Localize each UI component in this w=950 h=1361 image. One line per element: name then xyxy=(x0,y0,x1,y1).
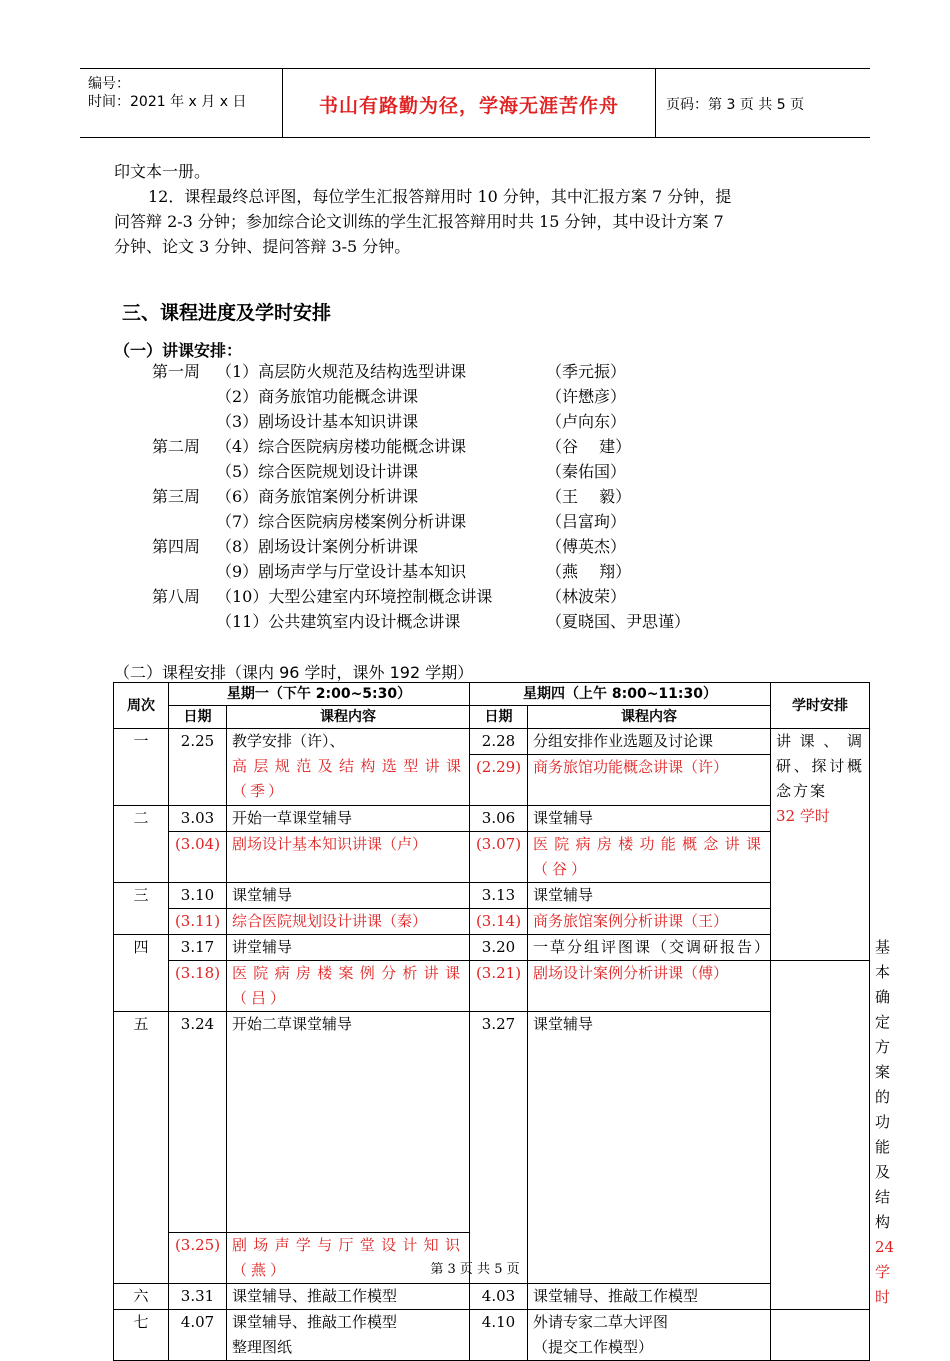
date-cell: (3.07) xyxy=(470,832,528,883)
content-cell: 开始一草课堂辅导 xyxy=(227,806,470,832)
intro-line: 分钟、论文 3 分钟、提问答辩 3-5 分钟。 xyxy=(114,237,411,256)
col-week: 周次 xyxy=(114,683,169,729)
date-cell: 4.03 xyxy=(470,1284,528,1310)
lecturer-name: （吕富珣） xyxy=(546,512,627,531)
table-row xyxy=(114,1310,870,1361)
lecturer-name: （林波荣） xyxy=(546,587,627,606)
lecture-item: （8）剧场设计案例分析讲课 xyxy=(216,537,419,556)
lecture-cell: 医院病房楼案例分析讲课（吕） xyxy=(227,961,470,1012)
lecturer-name: （王 毅） xyxy=(546,487,632,506)
date-cell: 3.24 xyxy=(169,1012,227,1233)
lecture-week: 第四周 xyxy=(152,537,201,556)
date-cell: 3.17 xyxy=(169,935,227,961)
content-cell xyxy=(227,729,470,806)
table-row xyxy=(114,909,870,935)
header-page-cell xyxy=(656,69,870,137)
date-cell: 2.28 xyxy=(470,729,528,755)
content-cell: 课堂辅导 xyxy=(227,883,470,909)
table-row xyxy=(114,1012,870,1233)
week-cell: 七 xyxy=(114,1310,169,1361)
table-row xyxy=(114,729,870,755)
col-date: 日期 xyxy=(169,706,227,729)
motto: 书山有路勤为径，学海无涯苦作舟 xyxy=(318,95,619,117)
header-meta xyxy=(80,69,283,137)
content-cell xyxy=(528,1310,771,1361)
col-monday: 星期一（下午 2:00~5:30） xyxy=(169,683,470,706)
lecture-item: （3）剧场设计基本知识讲课 xyxy=(216,412,419,431)
lecturer-name: （许懋彦） xyxy=(546,387,627,406)
week-cell: 二 xyxy=(114,806,169,883)
col-hours: 学时安排 xyxy=(771,683,870,729)
col-content: 课程内容 xyxy=(528,706,771,729)
lecturer-name: （燕 翔） xyxy=(546,562,632,581)
date-cell: 3.13 xyxy=(470,883,528,909)
table-row xyxy=(114,1284,870,1310)
lecture-item: （10）大型公建室内环境控制概念讲课 xyxy=(216,587,493,606)
page-footer: 第 3 页 共 5 页 xyxy=(430,1262,520,1277)
number-label: 编号： xyxy=(88,76,130,92)
subsection-title-2: （二）课程安排（课内 96 学时，课外 192 学期） xyxy=(114,663,474,682)
date-cell: (3.25) xyxy=(169,1233,227,1284)
date-cell: (3.21) xyxy=(470,961,528,1012)
hours-cell-empty xyxy=(771,1310,870,1361)
lecture-item: （7）综合医院病房楼案例分析讲课 xyxy=(216,512,467,531)
page-header xyxy=(80,68,870,138)
col-content: 课程内容 xyxy=(227,706,470,729)
content-cell: 一草分组评图课（交调研报告） xyxy=(528,935,771,961)
lecture-cell: 剧场设计案例分析讲课（傅） xyxy=(528,961,771,1012)
content-cell: 分组安排作业选题及讨论课 xyxy=(528,729,771,755)
week-cell: 六 xyxy=(114,1284,169,1310)
intro-line: 12．课程最终总评图，每位学生汇报答辩用时 10 分钟，其中汇报方案 7 分钟，提 xyxy=(148,187,732,206)
lecturer-name: （夏晓国、尹思谨） xyxy=(546,612,691,631)
intro-line: 印文本一册。 xyxy=(114,162,211,181)
date-cell: 3.03 xyxy=(169,806,227,832)
content-cell: 课堂辅导 xyxy=(528,1012,771,1284)
table-row xyxy=(114,832,870,883)
lecturer-name: （季元振） xyxy=(546,362,627,381)
table-header-row xyxy=(114,706,870,729)
lecture-item: （5）综合医院规划设计讲课 xyxy=(216,462,419,481)
table-row xyxy=(114,883,870,909)
date-cell: (3.14) xyxy=(470,909,528,935)
date-cell: (2.29) xyxy=(470,755,528,806)
lecturer-name: （秦佑国） xyxy=(546,462,627,481)
section-title: 三、课程进度及学时安排 xyxy=(122,302,332,324)
week-cell: 四 xyxy=(114,935,169,1012)
date-cell: (3.18) xyxy=(169,961,227,1012)
content-cell: 课堂辅导、推敲工作模型 xyxy=(227,1284,470,1310)
lecture-week: 第三周 xyxy=(152,487,201,506)
date-cell: 3.10 xyxy=(169,883,227,909)
week-cell: 三 xyxy=(114,883,169,935)
hours-cell xyxy=(771,729,870,961)
week-cell: 一 xyxy=(114,729,169,806)
hours-value: 32 学时 xyxy=(776,807,830,825)
lecture-text: 高层规范及结构选型讲课（季） xyxy=(232,757,464,800)
lecture-cell: 医院病房楼功能概念讲课（谷） xyxy=(528,832,771,883)
time-label: 时间：2021 年 x 月 x 日 xyxy=(88,94,247,110)
col-thursday: 星期四（上午 8:00~11:30） xyxy=(470,683,771,706)
date-cell: 3.31 xyxy=(169,1284,227,1310)
lecture-cell: 剧场设计基本知识讲课（卢） xyxy=(227,832,470,883)
page-info: 页码：第 3 页 共 5 页 xyxy=(666,97,805,113)
content-text: （提交工作模型） xyxy=(533,1338,654,1356)
date-cell: 3.20 xyxy=(470,935,528,961)
lecture-cell: 剧场声学与厅堂设计知识（燕） xyxy=(227,1233,470,1284)
lecturer-name: （谷 建） xyxy=(546,437,632,456)
lecture-item: （2）商务旅馆功能概念讲课 xyxy=(216,387,419,406)
content-cell: 课堂辅导 xyxy=(528,806,771,832)
date-cell: 2.25 xyxy=(169,729,227,806)
content-text: 外请专家二草大评图 xyxy=(533,1313,669,1331)
lecture-item: （11）公共建筑室内设计概念讲课 xyxy=(216,612,461,631)
intro-line: 问答辩 2-3 分钟；参加综合论文训练的学生汇报答辩用时共 15 分钟，其中设计方案 7 xyxy=(114,212,724,231)
content-text: 教学安排（许）、 xyxy=(232,732,345,750)
subsection-title: （一）讲课安排： xyxy=(114,341,243,360)
lecture-item: （4）综合医院病房楼功能概念讲课 xyxy=(216,437,467,456)
content-text: 整理图纸 xyxy=(232,1338,293,1356)
date-cell: 3.06 xyxy=(470,806,528,832)
content-text: 课堂辅导、推敲工作模型 xyxy=(232,1313,398,1331)
date-cell: (3.11) xyxy=(169,909,227,935)
lecturer-name: （卢向东） xyxy=(546,412,627,431)
content-cell: 课堂辅导、推敲工作模型 xyxy=(528,1284,771,1310)
lecture-cell: 商务旅馆案例分析讲课（王） xyxy=(528,909,771,935)
lecture-week: 第二周 xyxy=(152,437,201,456)
date-cell: (3.04) xyxy=(169,832,227,883)
date-cell: 4.07 xyxy=(169,1310,227,1361)
content-cell: 课堂辅导 xyxy=(528,883,771,909)
lecture-week: 第八周 xyxy=(152,587,201,606)
table-row: 四 3.17 讲堂辅导 3.20 一草分组评图课（交调研报告） 基本确定方案的功能及结构 24 学时 xyxy=(114,935,870,961)
content-cell: 讲堂辅导 xyxy=(227,935,470,961)
hours-text: 讲课、调研、探讨概念方案 xyxy=(776,732,864,800)
date-cell: 3.27 xyxy=(470,1012,528,1284)
lecture-item: （9）剧场声学与厅堂设计基本知识 xyxy=(216,562,467,581)
content-cell: 开始二草课堂辅导 xyxy=(227,1012,470,1233)
table-row xyxy=(114,961,870,1012)
lecture-week: 第一周 xyxy=(152,362,201,381)
lecture-item: （1）高层防火规范及结构选型讲课 xyxy=(216,362,467,381)
header-motto-cell xyxy=(283,69,656,137)
lecture-item: （6）商务旅馆案例分析讲课 xyxy=(216,487,419,506)
content-cell xyxy=(227,1310,470,1361)
table-header-row xyxy=(114,683,870,706)
week-cell: 五 xyxy=(114,1012,169,1284)
col-date: 日期 xyxy=(470,706,528,729)
lecture-cell: 商务旅馆功能概念讲课（许） xyxy=(528,755,771,806)
lecture-cell: 综合医院规划设计讲课（秦） xyxy=(227,909,470,935)
lecturer-name: （傅英杰） xyxy=(546,537,627,556)
date-cell: 4.10 xyxy=(470,1310,528,1361)
table-row xyxy=(114,806,870,832)
